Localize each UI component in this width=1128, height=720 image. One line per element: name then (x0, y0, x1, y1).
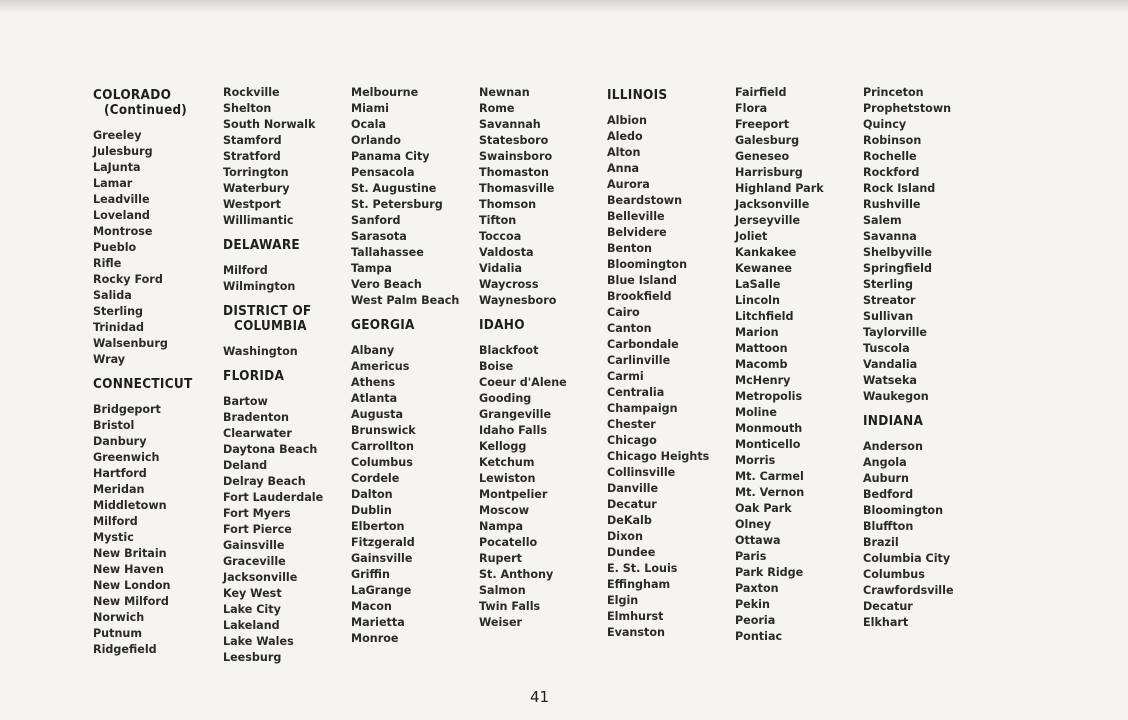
city-entry: Sterling (93, 304, 144, 318)
column-6 (735, 84, 863, 675)
city-entry: Thomasville (479, 181, 555, 195)
state-heading-text: ILLINOIS (607, 88, 668, 103)
city-entry: Galesburg (735, 133, 800, 147)
city-entry: Waynesboro (479, 293, 557, 307)
city-entry: Albion (607, 113, 647, 127)
city-entry: Dixon (607, 529, 643, 543)
column-5 (607, 84, 735, 675)
city-entry: Carmi (607, 369, 644, 383)
city-entry: Milford (93, 514, 138, 528)
column-4 (479, 84, 607, 675)
city-entry: Rifle (93, 256, 122, 270)
city-entry: Griffin (351, 567, 390, 581)
state-block (93, 88, 221, 367)
state-block (735, 84, 863, 644)
city-entry: Rushville (863, 197, 921, 211)
city-entry: Alton (607, 145, 641, 159)
city-entry: Taylorville (863, 325, 927, 339)
city-entry: Mattoon (735, 341, 788, 355)
city-entry: Elmhurst (607, 609, 664, 623)
city-entry: Angola (863, 455, 907, 469)
column-3 (351, 84, 479, 675)
city-entry: Twin Falls (479, 599, 541, 613)
state-heading-text: IDAHO (479, 318, 525, 333)
city-entry: Decatur (863, 599, 913, 613)
state-block (351, 84, 479, 308)
city-entry: Dalton (351, 487, 393, 501)
state-block (351, 318, 479, 646)
state-heading-text: DELAWARE (223, 238, 301, 253)
city-entry: Fort Myers (223, 506, 291, 520)
city-entry: Montpelier (479, 487, 548, 501)
city-entry: Beardstown (607, 193, 683, 207)
city-entry: South Norwalk (223, 117, 316, 131)
city-entry: Delray Beach (223, 474, 306, 488)
city-entry: Jacksonville (735, 197, 810, 211)
city-entry: Cairo (607, 305, 640, 319)
state-heading (93, 88, 211, 118)
city-entry: Moscow (479, 503, 530, 517)
city-entry: Augusta (351, 407, 404, 421)
city-entry: Vero Beach (351, 277, 422, 291)
city-entry: New London (93, 578, 171, 592)
city-entry: Fairfield (735, 85, 787, 99)
city-entry: Americus (351, 359, 410, 373)
city-entry: Salida (93, 288, 132, 302)
city-entry: Rockville (223, 85, 280, 99)
city-entry: Washington (223, 344, 298, 358)
city-entry: Pontiac (735, 629, 783, 643)
city-entry: Sanford (351, 213, 401, 227)
city-entry: Vandalia (863, 357, 918, 371)
city-entry: Graceville (223, 554, 286, 568)
city-entry: Evanston (607, 625, 665, 639)
city-entry: Elberton (351, 519, 405, 533)
city-entry: Dundee (607, 545, 656, 559)
city-entry: Ketchum (479, 455, 535, 469)
city-entry: McHenry (735, 373, 791, 387)
city-entry: Rochelle (863, 149, 917, 163)
city-entry: Elkhart (863, 615, 909, 629)
city-entry: Lake City (223, 602, 281, 616)
city-entry: Monticello (735, 437, 801, 451)
city-entry: Kankakee (735, 245, 797, 259)
city-entry: Ridgefield (93, 642, 157, 656)
city-entry: Nampa (479, 519, 524, 533)
city-entry: Salem (863, 213, 902, 227)
city-entry: Auburn (863, 471, 909, 485)
city-entry: St. Augustine (351, 181, 437, 195)
city-entry: Valdosta (479, 245, 534, 259)
city-entry: Gooding (479, 391, 532, 405)
column-7 (863, 84, 991, 675)
city-entry: Key West (223, 586, 282, 600)
city-entry: Bedford (863, 487, 914, 501)
state-heading (223, 369, 341, 384)
column-2 (223, 84, 351, 675)
city-entry: Kellogg (479, 439, 527, 453)
city-entry: Tifton (479, 213, 517, 227)
city-entry: Trinidad (93, 320, 145, 334)
state-block (863, 84, 991, 404)
city-entry: Crawfordsville (863, 583, 954, 597)
city-entry: Quincy (863, 117, 907, 131)
city-entry: Tuscola (863, 341, 910, 355)
city-entry: Walsenburg (93, 336, 168, 350)
city-entry: Aurora (607, 177, 650, 191)
city-entry: Pekin (735, 597, 770, 611)
city-entry: Gainsville (351, 551, 413, 565)
city-entry: Greeley (93, 128, 142, 142)
city-entry: Salmon (479, 583, 526, 597)
city-entry: Bloomington (863, 503, 944, 517)
city-entry: Idaho Falls (479, 423, 547, 437)
city-entry: Statesboro (479, 133, 549, 147)
city-entry: Chicago (607, 433, 657, 447)
city-entry: Leesburg (223, 650, 282, 664)
city-entry: Columbus (351, 455, 413, 469)
city-entry: Bartow (223, 394, 268, 408)
city-entry: DeKalb (607, 513, 652, 527)
city-entry: Blackfoot (479, 343, 539, 357)
city-entry: Tallahassee (351, 245, 424, 259)
city-entry: Monroe (351, 631, 399, 645)
city-entry: New Milford (93, 594, 169, 608)
city-entry: Moline (735, 405, 777, 419)
city-entry: Marion (735, 325, 779, 339)
city-entry: Bluffton (863, 519, 914, 533)
city-entry: Savannah (479, 117, 541, 131)
city-entry: Lewiston (479, 471, 536, 485)
city-entry: Lamar (93, 176, 133, 190)
city-entry: Columbus (863, 567, 925, 581)
city-entry: Watseka (863, 373, 917, 387)
city-entry: Robinson (863, 133, 922, 147)
city-entry: Milford (223, 263, 268, 277)
city-entry: Centralia (607, 385, 665, 399)
city-entry: Pueblo (93, 240, 137, 254)
state-block (479, 318, 607, 630)
city-entry: Wray (93, 352, 126, 366)
city-entry: Stratford (223, 149, 281, 163)
city-entry: Athens (351, 375, 396, 389)
state-heading (223, 238, 341, 253)
state-heading-text: COLORADO (93, 88, 172, 103)
city-entry: Joliet (735, 229, 768, 243)
city-entry: Danbury (93, 434, 147, 448)
city-entry: Springfield (863, 261, 932, 275)
city-entry: Torrington (223, 165, 289, 179)
city-entry: Putnum (93, 626, 142, 640)
city-entry: Blue Island (607, 273, 677, 287)
city-entry: Fort Pierce (223, 522, 292, 536)
city-entry: Waycross (479, 277, 539, 291)
state-block (93, 377, 221, 657)
state-heading (93, 377, 211, 392)
city-entry: Loveland (93, 208, 150, 222)
city-entry: Shelbyville (863, 245, 932, 259)
city-entry: Chicago Heights (607, 449, 710, 463)
state-block (223, 84, 351, 228)
city-entry: Belvidere (607, 225, 667, 239)
page-number: 41 (530, 688, 550, 706)
city-entry: Anna (607, 161, 640, 175)
state-block (863, 414, 991, 630)
city-entry: Orlando (351, 133, 401, 147)
city-entry: Belleville (607, 209, 665, 223)
city-entry: Champaign (607, 401, 678, 415)
city-entry: Swainsboro (479, 149, 553, 163)
state-block (223, 369, 351, 665)
city-entry: Middletown (93, 498, 167, 512)
page-edge-shadow (0, 0, 1128, 14)
city-entry: Thomson (479, 197, 537, 211)
city-entry: Daytona Beach (223, 442, 318, 456)
city-entry: LaGrange (351, 583, 412, 597)
state-heading-text: FLORIDA (223, 369, 285, 384)
city-entry: Boise (479, 359, 514, 373)
city-entry: Bradenton (223, 410, 290, 424)
city-entry: Oak Park (735, 501, 792, 515)
city-entry: Benton (607, 241, 652, 255)
city-entry: Decatur (607, 497, 657, 511)
city-entry: Vidalia (479, 261, 522, 275)
city-entry: Stamford (223, 133, 282, 147)
city-entry: Streator (863, 293, 916, 307)
city-entry: Aledo (607, 129, 643, 143)
city-entry: Marietta (351, 615, 405, 629)
city-entry: St. Petersburg (351, 197, 443, 211)
city-entry: Paris (735, 549, 767, 563)
city-entry: Columbia City (863, 551, 951, 565)
city-entry: Brookfield (607, 289, 672, 303)
city-entry: Albany (351, 343, 395, 357)
city-entry: Lakeland (223, 618, 280, 632)
city-entry: Mystic (93, 530, 134, 544)
city-entry: Chester (607, 417, 656, 431)
city-entry: E. St. Louis (607, 561, 678, 575)
city-entry: Rock Island (863, 181, 936, 195)
state-heading-text: DISTRICT OF (223, 304, 312, 319)
state-heading-text: INDIANA (863, 414, 924, 429)
city-entry: Wilmington (223, 279, 296, 293)
city-entry: Jerseyville (735, 213, 801, 227)
city-entry: Bristol (93, 418, 135, 432)
city-entry: Coeur d'Alene (479, 375, 567, 389)
state-heading (223, 304, 341, 334)
city-entry: Grangeville (479, 407, 552, 421)
city-entry: Mt. Vernon (735, 485, 805, 499)
city-entry: Lincoln (735, 293, 780, 307)
city-entry: Carrollton (351, 439, 415, 453)
city-entry: Metropolis (735, 389, 803, 403)
city-entry: Clearwater (223, 426, 292, 440)
city-entry: Savanna (863, 229, 917, 243)
state-block (223, 304, 351, 359)
state-heading-text: GEORGIA (351, 318, 415, 333)
state-heading (479, 318, 597, 333)
city-entry: Carlinville (607, 353, 671, 367)
city-entry: Prophetstown (863, 101, 952, 115)
city-entry: LaSalle (735, 277, 781, 291)
city-entry: Rockford (863, 165, 920, 179)
city-entry: Geneseo (735, 149, 790, 163)
city-entry: Macomb (735, 357, 788, 371)
column-1 (93, 84, 221, 675)
city-entry: Elgin (607, 593, 639, 607)
city-entry: Meridan (93, 482, 145, 496)
city-entry: Westport (223, 197, 281, 211)
city-entry: Canton (607, 321, 652, 335)
state-block (479, 84, 607, 308)
city-entry: Sullivan (863, 309, 914, 323)
city-entry: Rupert (479, 551, 522, 565)
city-entry: Toccoa (479, 229, 522, 243)
city-entry: Macon (351, 599, 392, 613)
city-entry: Olney (735, 517, 772, 531)
city-entry: Gainsville (223, 538, 285, 552)
city-entry: Dublin (351, 503, 392, 517)
city-entry: Brunswick (351, 423, 416, 437)
city-entry: Morris (735, 453, 776, 467)
city-entry: Shelton (223, 101, 272, 115)
directory-columns (93, 84, 991, 675)
state-heading (863, 414, 981, 429)
city-entry: West Palm Beach (351, 293, 460, 307)
city-entry: Danville (607, 481, 659, 495)
city-entry: Norwich (93, 610, 145, 624)
city-entry: Princeton (863, 85, 924, 99)
state-heading (351, 318, 469, 333)
city-entry: Pocatello (479, 535, 538, 549)
city-entry: Jacksonville (223, 570, 298, 584)
city-entry: Freeport (735, 117, 790, 131)
state-block (607, 88, 735, 640)
city-entry: Effingham (607, 577, 671, 591)
city-entry: Newnan (479, 85, 530, 99)
city-entry: Peoria (735, 613, 776, 627)
city-entry: Flora (735, 101, 768, 115)
city-entry: Waterbury (223, 181, 290, 195)
city-entry: Sarasota (351, 229, 407, 243)
city-entry: Park Ridge (735, 565, 804, 579)
city-entry: Leadville (93, 192, 150, 206)
city-entry: Deland (223, 458, 268, 472)
city-entry: Waukegon (863, 389, 929, 403)
city-entry: Carbondale (607, 337, 679, 351)
city-entry: Highland Park (735, 181, 824, 195)
city-entry: Atlanta (351, 391, 398, 405)
city-entry: Kewanee (735, 261, 792, 275)
city-entry: Sterling (863, 277, 914, 291)
city-entry: Weiser (479, 615, 523, 629)
city-entry: Hartford (93, 466, 147, 480)
city-entry: Panama City (351, 149, 430, 163)
city-entry: Bloomington (607, 257, 688, 271)
city-entry: Cordele (351, 471, 400, 485)
city-entry: Brazil (863, 535, 899, 549)
city-entry: Litchfield (735, 309, 794, 323)
city-entry: Montrose (93, 224, 153, 238)
city-entry: Pensacola (351, 165, 415, 179)
city-entry: Collinsville (607, 465, 676, 479)
city-entry: Willimantic (223, 213, 294, 227)
state-block (223, 238, 351, 294)
city-entry: Greenwich (93, 450, 160, 464)
city-entry: Ocala (351, 117, 387, 131)
city-entry: Fitzgerald (351, 535, 415, 549)
city-entry: Julesburg (93, 144, 153, 158)
city-entry: Monmouth (735, 421, 803, 435)
city-entry: Anderson (863, 439, 923, 453)
city-entry: Tampa (351, 261, 392, 275)
city-entry: Lake Wales (223, 634, 294, 648)
state-subheading: COLUMBIA (234, 319, 307, 334)
city-entry: Thomaston (479, 165, 549, 179)
state-heading (607, 88, 725, 103)
city-entry: Melbourne (351, 85, 419, 99)
city-entry: Rocky Ford (93, 272, 163, 286)
city-entry: Fort Lauderdale (223, 490, 324, 504)
city-entry: Rome (479, 101, 515, 115)
city-entry: LaJunta (93, 160, 141, 174)
city-entry: Ottawa (735, 533, 781, 547)
city-entry: St. Anthony (479, 567, 554, 581)
city-entry: Miami (351, 101, 389, 115)
city-entry: Harrisburg (735, 165, 803, 179)
state-subheading: (Continued) (104, 103, 188, 118)
city-entry: Mt. Carmel (735, 469, 804, 483)
city-entry: New Britain (93, 546, 167, 560)
city-entry: Bridgeport (93, 402, 161, 416)
state-heading-text: CONNECTICUT (93, 377, 193, 392)
city-entry: New Haven (93, 562, 164, 576)
city-entry: Paxton (735, 581, 779, 595)
